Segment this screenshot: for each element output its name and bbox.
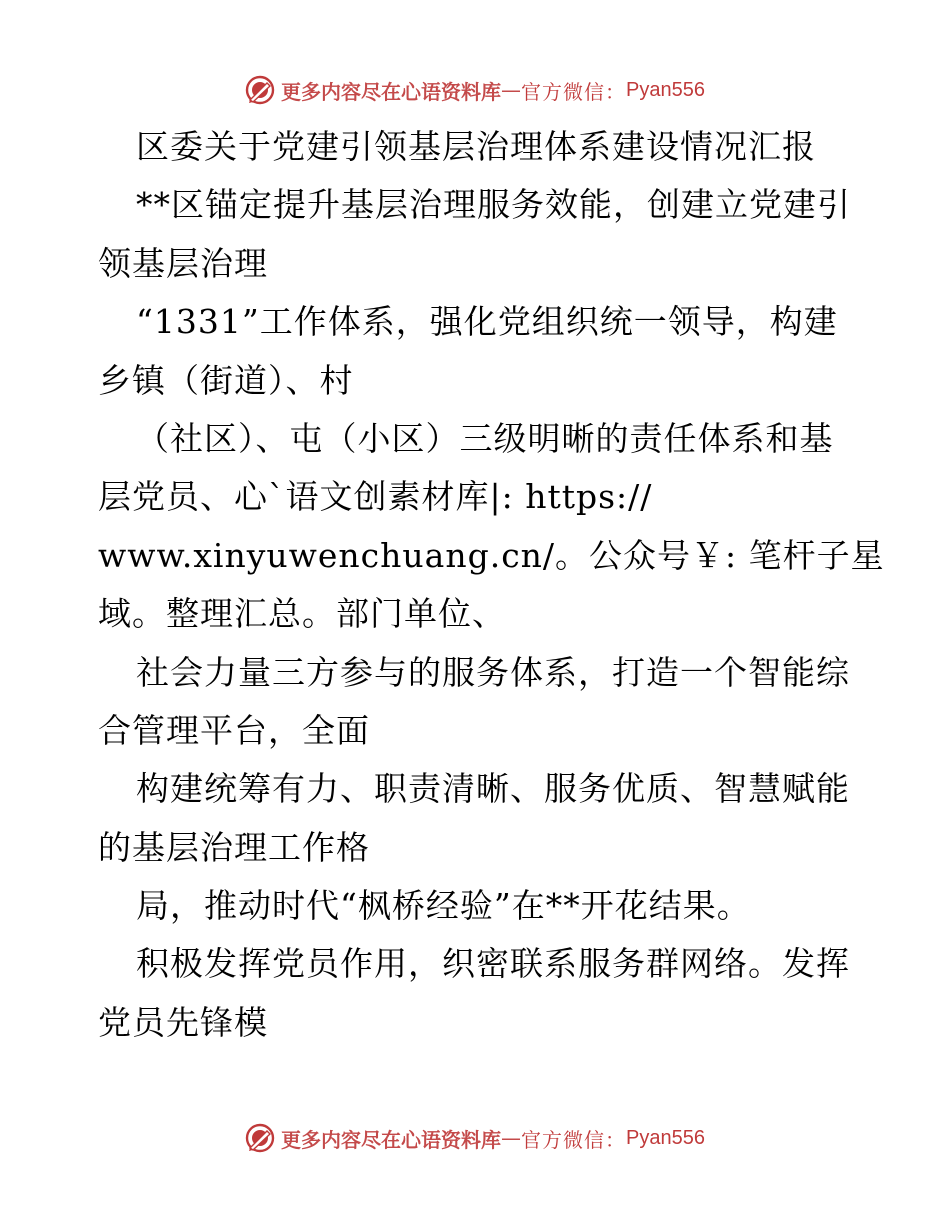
document-title: 区委关于党建引领基层治理体系建设情况汇报 <box>136 127 816 166</box>
banner-separator: — <box>501 78 522 102</box>
pen-logo-icon <box>245 1123 275 1153</box>
text-line: 合管理平台，全面 <box>98 710 370 750</box>
text-line: “1331”工作体系，强化党组织统一领导，构建 <box>136 302 838 342</box>
text-line: 域。整理汇总。部门单位、 <box>98 594 506 634</box>
text-line: 的基层治理工作格 <box>98 827 370 867</box>
banner-separator: — <box>501 1126 522 1150</box>
header-banner <box>0 70 950 110</box>
text-line: 局，推动时代“枫桥经验”在**开花结果。 <box>136 886 751 926</box>
text-line: 社会力量三方参与的服务体系，打造一个智能综 <box>136 652 850 692</box>
document-body <box>98 118 885 1052</box>
text-line: 构建统筹有力、职责清晰、服务优质、智慧赋能 <box>136 769 850 809</box>
text-line: 乡镇（街道）、村 <box>98 360 354 400</box>
text-line: 积极发挥党员作用，织密联系服务群网络。发挥 <box>136 944 850 984</box>
text-line: **区锚定提升基层治理服务效能，创建立党建引 <box>136 185 851 225</box>
text-line: 党员先锋模 <box>98 1002 268 1042</box>
footer-banner <box>0 1118 950 1158</box>
site-name: 更多内容尽在心语资料库 <box>281 1127 502 1152</box>
wechat-id: Pyan556 <box>626 1126 705 1149</box>
text-line: （社区）、屯（小区）三级明晰的责任体系和基 <box>136 418 834 458</box>
wechat-label: 官方微信： <box>521 79 627 104</box>
pen-logo-icon <box>245 75 275 105</box>
wechat-label: 官方微信： <box>521 1127 627 1152</box>
wechat-id: Pyan556 <box>626 78 705 101</box>
text-line: 领基层治理 <box>98 243 268 283</box>
site-name: 更多内容尽在心语资料库 <box>281 79 502 104</box>
text-line: www.xinyuwenchuang.cn/。公众号￥: 笔杆子星 <box>98 535 885 575</box>
text-line: 层党员、心`语文创素材库|: https:// <box>98 477 653 517</box>
